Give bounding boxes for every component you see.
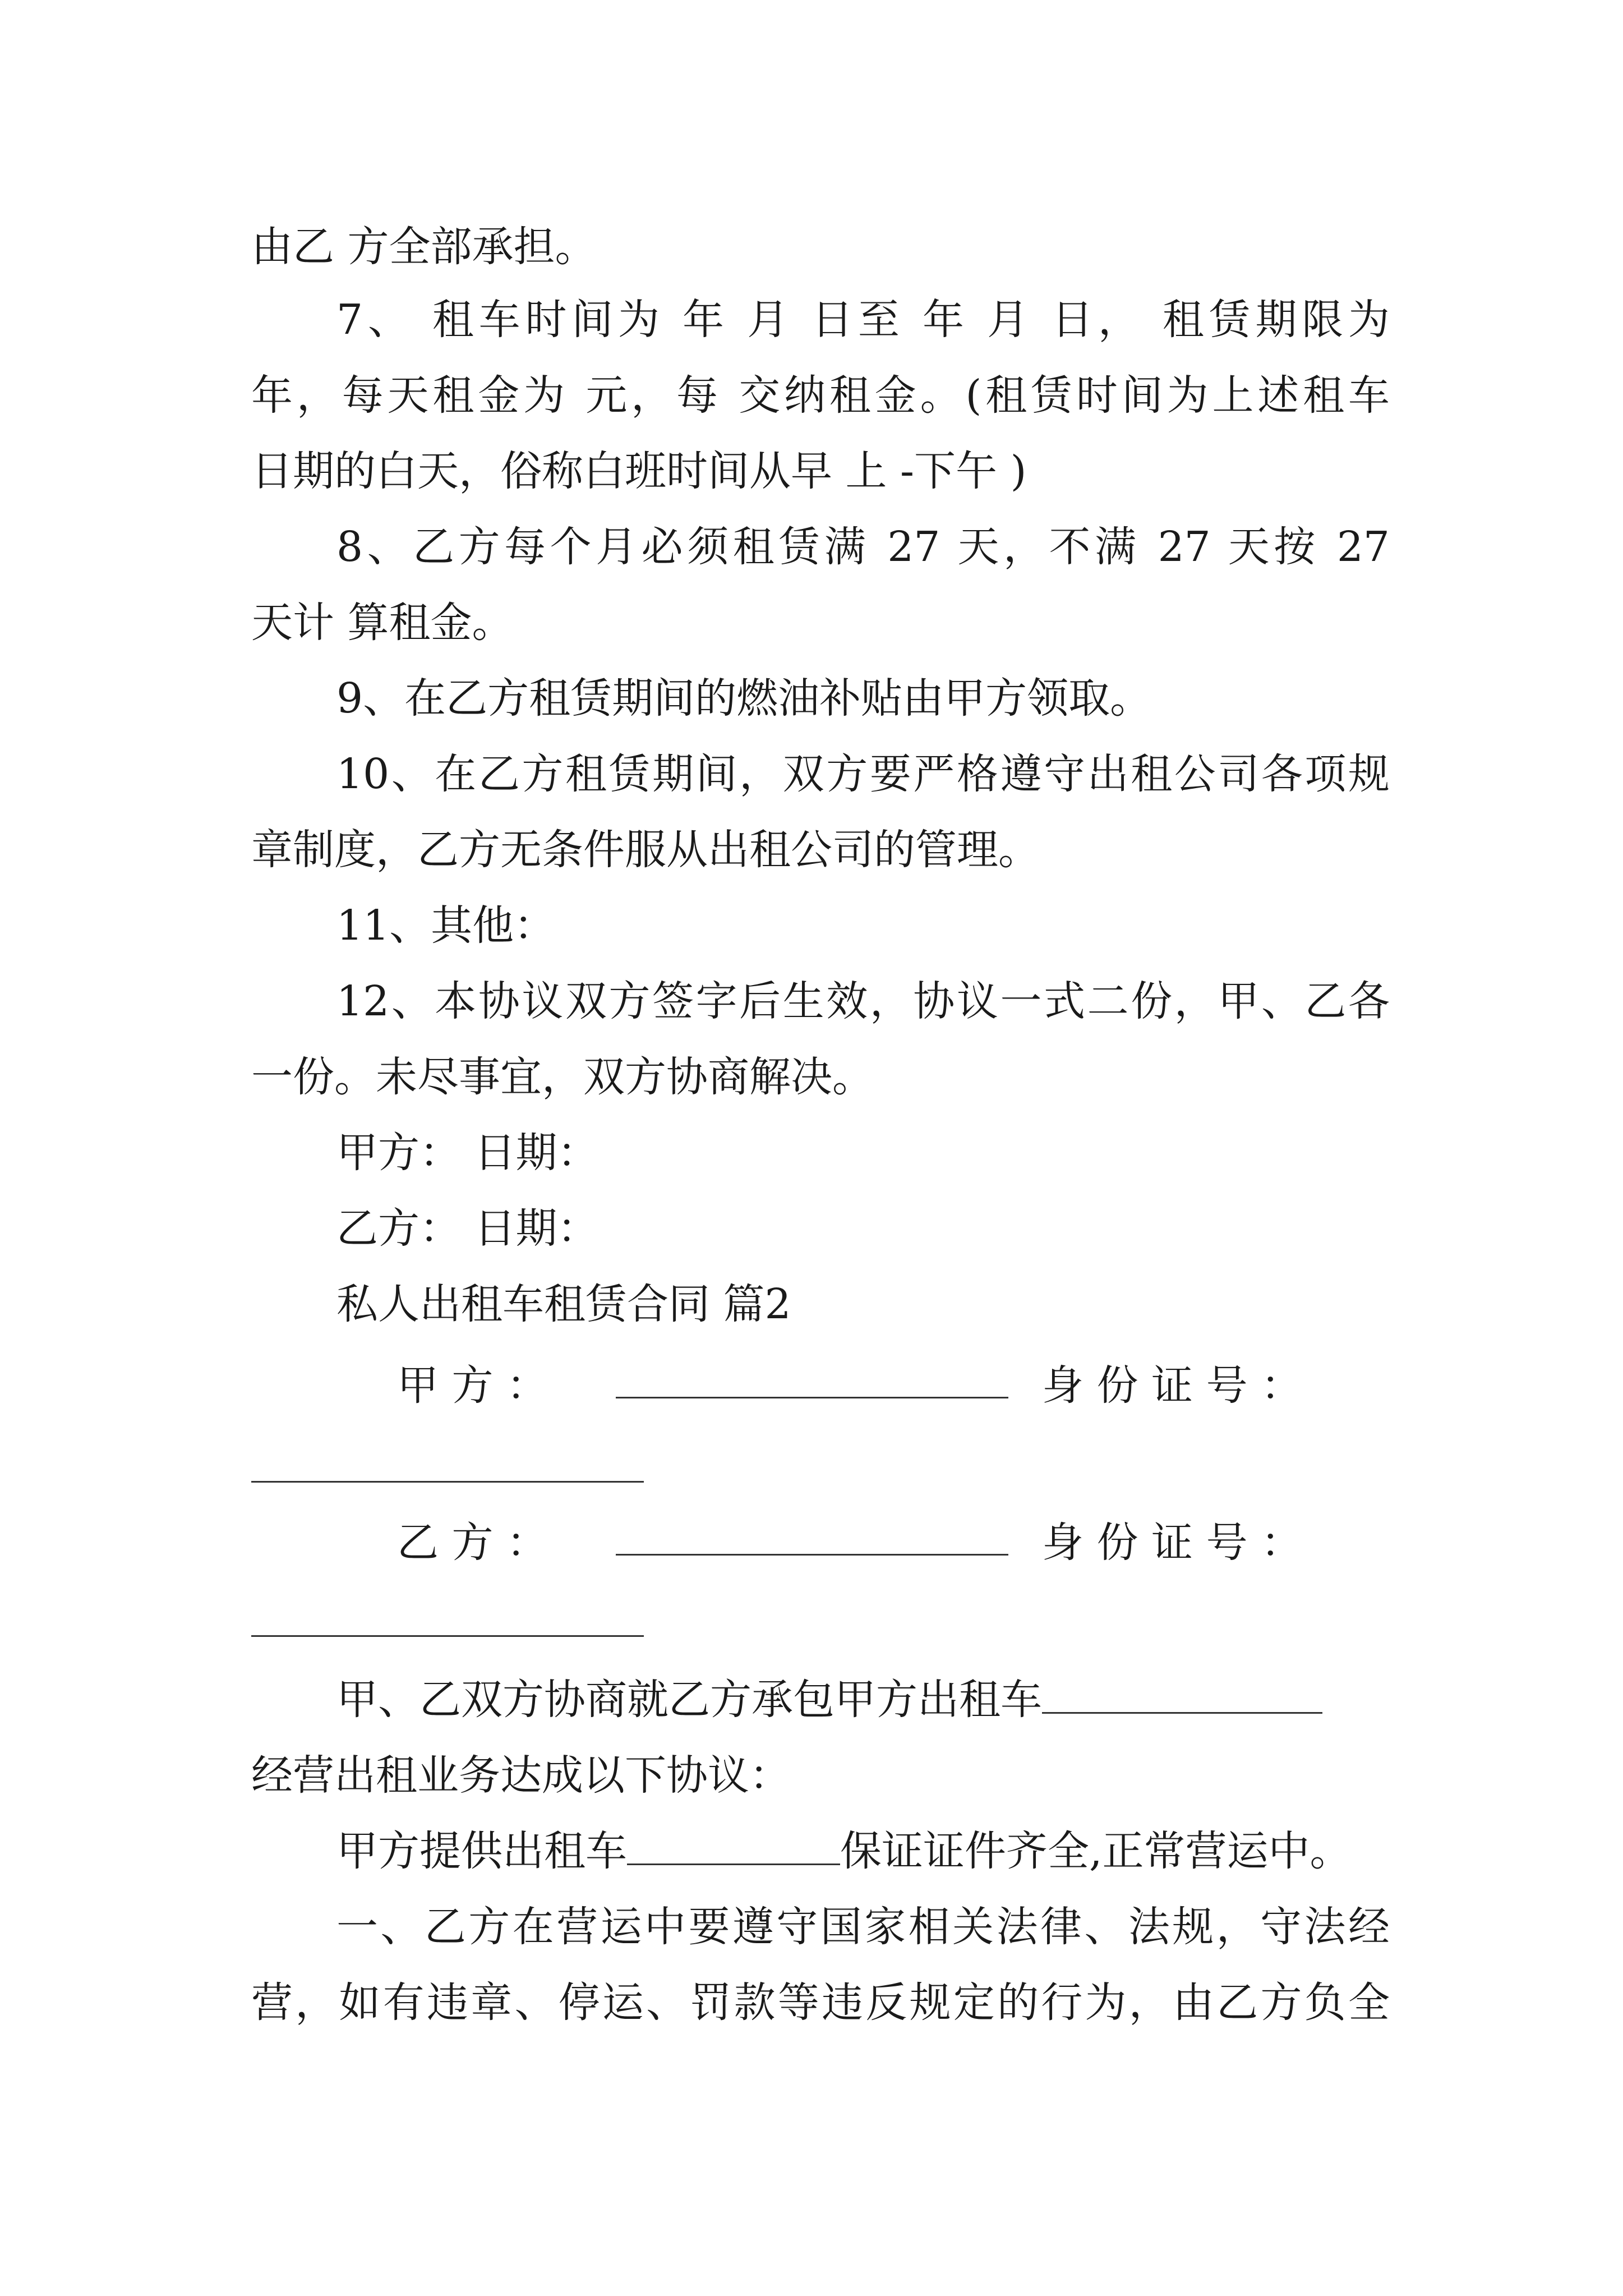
article-1-line-2: 营，如有违章、停运、罚款等违反规定的行为，由乙方负全: [251, 1978, 1390, 2027]
taxi-provision-text-b: 保证证件齐全,正常营运中。: [840, 1827, 1352, 1875]
clause-11: 11、其他：: [336, 901, 556, 950]
clause-7-line-2: 年，每天租金为 元，每 交纳租金。(租赁时间为上述租车: [251, 371, 1390, 420]
taxi-provision-text-a: 甲方提供出租车: [336, 1827, 627, 1875]
clause-8-line-1: 8、乙方每个月必须租赁满 27 天，不满 27 天按 27: [336, 523, 1390, 571]
agreement-intro-text: 甲、乙双方协商就乙方承包甲方出租车: [336, 1676, 1042, 1724]
taxi-number-blank: [1042, 1673, 1322, 1714]
paragraph-line: 由乙 方全部承担。: [251, 223, 597, 271]
party-a-label: 甲 方 ：: [397, 1361, 548, 1410]
taxi-provision-blank: [627, 1824, 840, 1865]
signature-party-a: 甲方： 日期：: [336, 1129, 599, 1177]
agreement-intro-line-2: 经营出租业务达成以下协议：: [251, 1751, 791, 1800]
clause-9: 9、在乙方租赁期间的燃油补贴由甲方领取。: [336, 674, 1152, 723]
clause-7-line-1: 7、 租车时间为 年 月 日至 年 月 日， 租赁期限为: [336, 296, 1390, 344]
article-1-line-1: 一、乙方在营运中要遵守国家相关法律、法规，守法经: [336, 1903, 1390, 1951]
party-a-id-blank: [251, 1481, 644, 1483]
party-b-row: [251, 1515, 1390, 1571]
clause-12-line-2: 一份。未尽事宜，双方协商解决。: [251, 1053, 874, 1101]
clause-8-line-2: 天计 算租金。: [251, 599, 514, 647]
signature-party-b: 乙方： 日期：: [336, 1204, 599, 1253]
section-title: 私人出租车租赁合同 篇2: [336, 1280, 791, 1328]
party-b-label: 乙 方 ：: [397, 1519, 548, 1567]
clause-7-line-3: 日期的白天，俗称白班时间从早 上 -下午 ): [251, 447, 1027, 495]
party-a-id-label: 身 份 证 号 ：: [1042, 1361, 1303, 1410]
party-b-id-label: 身 份 证 号 ：: [1042, 1519, 1303, 1567]
taxi-provision-line: [336, 1823, 1390, 1879]
party-a-row: [251, 1358, 1390, 1414]
clause-10-line-1: 10、在乙方租赁期间，双方要严格遵守出租公司各项规: [336, 750, 1390, 798]
agreement-intro-line-1: [336, 1672, 1390, 1728]
clause-12-line-1: 12、本协议双方签字后生效，协议一式二份，甲、乙各: [336, 977, 1390, 1025]
party-b-id-blank: [251, 1635, 644, 1637]
clause-10-line-2: 章制度，乙方无条件服从出租公司的管理。: [251, 826, 1040, 874]
